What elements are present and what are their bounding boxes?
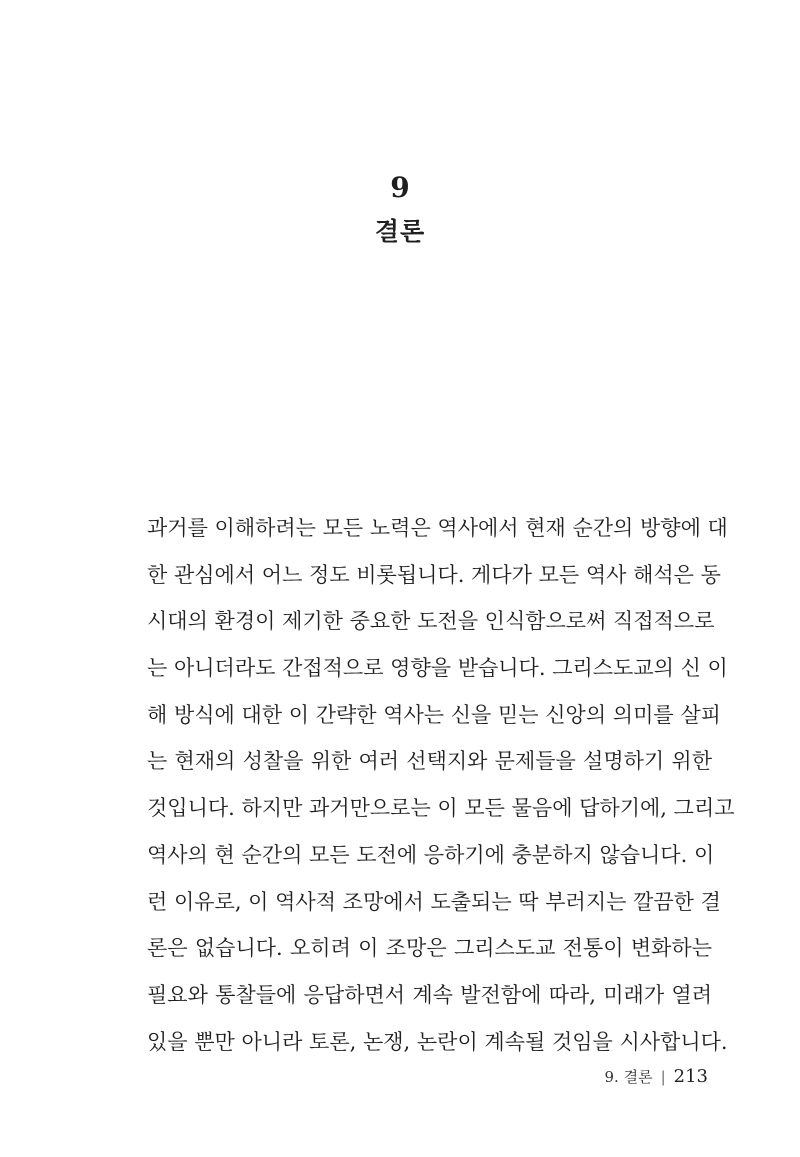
footer-separator: | [660,1068,666,1086]
body-line: 역사의 현 순간의 모든 도전에 응하기에 충분하지 않습니다. 이 [147,842,715,867]
body-line: 시대의 환경이 제기한 중요한 도전을 인식함으로써 직접적으로 [147,609,715,634]
chapter-number: 9 [390,171,410,204]
body-paragraph [147,505,735,1065]
body-line: 는 현재의 성찰을 위한 여러 선택지와 문제들을 설명하기 위한 [147,749,712,774]
body-line: 런 이유로, 이 역사적 조망에서 도출되는 딱 부러지는 깔끔한 결 [147,889,721,914]
page-number: 213 [673,1066,708,1087]
body-line: 있을 뿐만 아니라 토론, 논쟁, 논란이 계속될 것임을 시사합니다. [147,1029,728,1054]
body-line: 론은 없습니다. 오히려 이 조망은 그리스도교 전통이 변화하는 [147,936,712,961]
body-line: 는 아니더라도 간접적으로 영향을 받습니다. 그리스도교의 신 이 [147,656,728,681]
running-head: 9. 결론 [604,1068,653,1086]
body-line: 것입니다. 하지만 과거만으로는 이 모든 물음에 답하기에, 그리고 [147,796,735,821]
body-line: 한 관심에서 어느 정도 비롯됩니다. 게다가 모든 역사 해석은 동 [147,562,721,587]
body-line: 과거를 이해하려는 모든 노력은 역사에서 현재 순간의 방향에 대 [147,516,728,540]
body-line: 필요와 통찰들에 응답하면서 계속 발전함에 따라, 미래가 열려 [147,982,712,1007]
body-line: 해 방식에 대한 이 간략한 역사는 신을 믿는 신앙의 의미를 살피 [147,702,721,727]
chapter-title: 결론 [374,217,426,246]
page-footer [605,1066,708,1088]
